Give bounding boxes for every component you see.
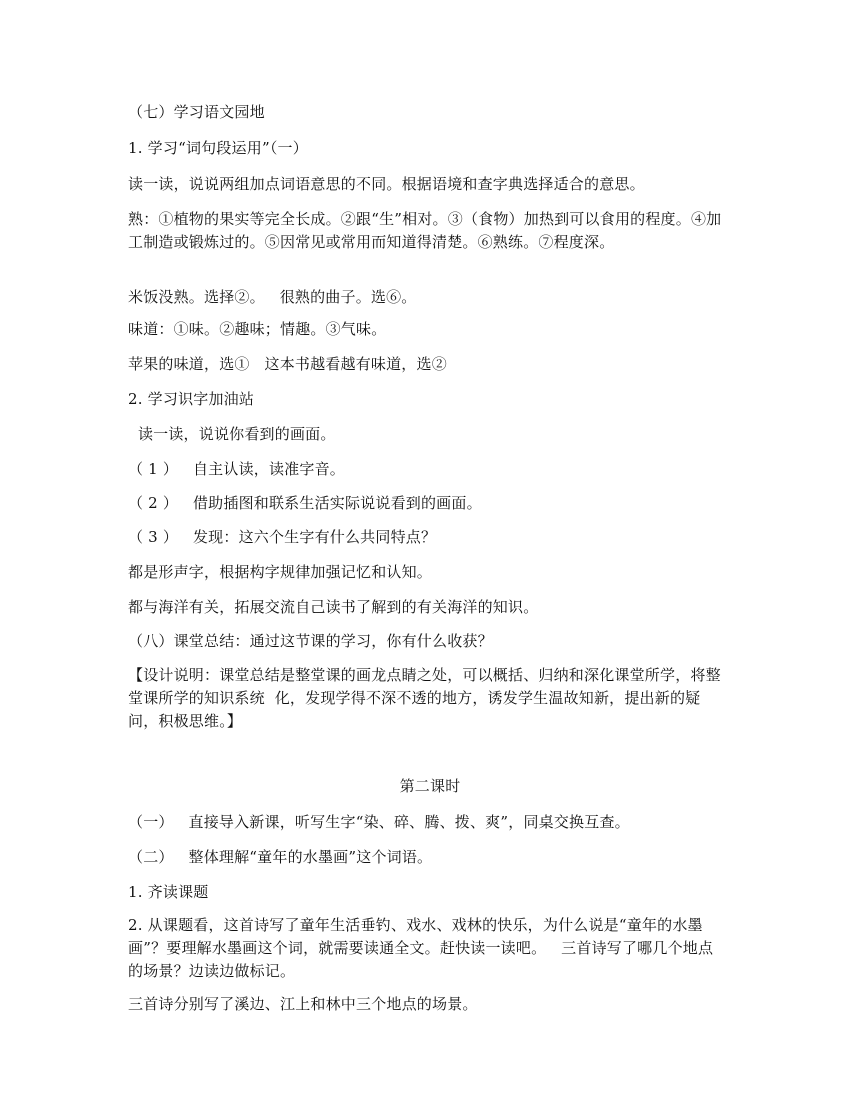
paragraph-read-describe: 读一读，说说你看到的画面。	[128, 425, 336, 443]
answer-phonetic: 都是形声字，根据构字规律加强记忆和认知。	[128, 563, 433, 581]
section-heading-8: （八）课堂总结：通过这节课的学习，你有什么收获？	[128, 632, 493, 650]
paragraph-title-question: 2. 从课题看，这首诗写了童年生活垂钓、戏水、戏林的快乐，为什么说是“童年的水墨画”？要理解水墨画这个词，就需要读通全文。赶快读一读吧。 三首诗写了哪几个地点的场景？边读边做标记。	[128, 916, 714, 980]
definition-shu: 熟：①植物的果实等完全长成。②跟“生”相对。③（食物）加热到可以食用的程度。④加工制造或锻炼过的。⑤因常见或常用而知道得清楚。⑥熟练。⑦程度深。	[128, 210, 722, 251]
example-weidao: 苹果的味道，选① 这本书越看越有味道，选②	[128, 355, 447, 373]
lesson-title-second: 第二课时	[399, 777, 461, 795]
answer-ocean: 都与海洋有关，拓展交流自己读书了解到的有关海洋的知识。	[128, 598, 539, 616]
subheading-literacy-station: 2. 学习识字加油站	[128, 390, 255, 408]
example-shu: 米饭没熟。选择②。 很熟的曲子。选⑥。	[128, 288, 417, 306]
list-item-3: （ 3 ） 发现：这六个生字有什么共同特点？	[128, 528, 437, 546]
subheading-read-title: 1. 齐读课题	[128, 883, 209, 901]
answer-three-places: 三首诗分别写了溪边、江上和林中三个地点的场景。	[128, 995, 478, 1013]
step-2-understanding: （二） 整体理解“童年的水墨画”这个词语。	[128, 848, 433, 866]
step-1-dictation: （一） 直接导入新课，听写生字“染、碎、腾、拨、爽”，同桌交换互查。	[128, 813, 630, 831]
section-heading-7: （七）学习语文园地	[128, 103, 265, 121]
paragraph-instruction: 读一读，说说两组加点词语意思的不同。根据语境和查字典选择适合的意思。	[128, 175, 645, 193]
subheading-word-usage: 1. 学习“词句段运用”（一）	[128, 139, 308, 157]
definition-weidao: 味道：①味。②趣味；情趣。③气味。	[128, 320, 387, 338]
design-note: 【设计说明：课堂总结是整堂课的画龙点睛之处，可以概括、归纳和深化课堂所学，将整堂课所学的知识系统 化，发现学得不深不透的地方，诱发学生温故知新，提出新的疑问，积极思维。】	[128, 666, 721, 730]
list-item-1: （ 1 ） 自主认读，读准字音。	[128, 460, 345, 478]
list-item-2: （ 2 ） 借助插图和联系生活实际说说看到的画面。	[128, 494, 482, 512]
